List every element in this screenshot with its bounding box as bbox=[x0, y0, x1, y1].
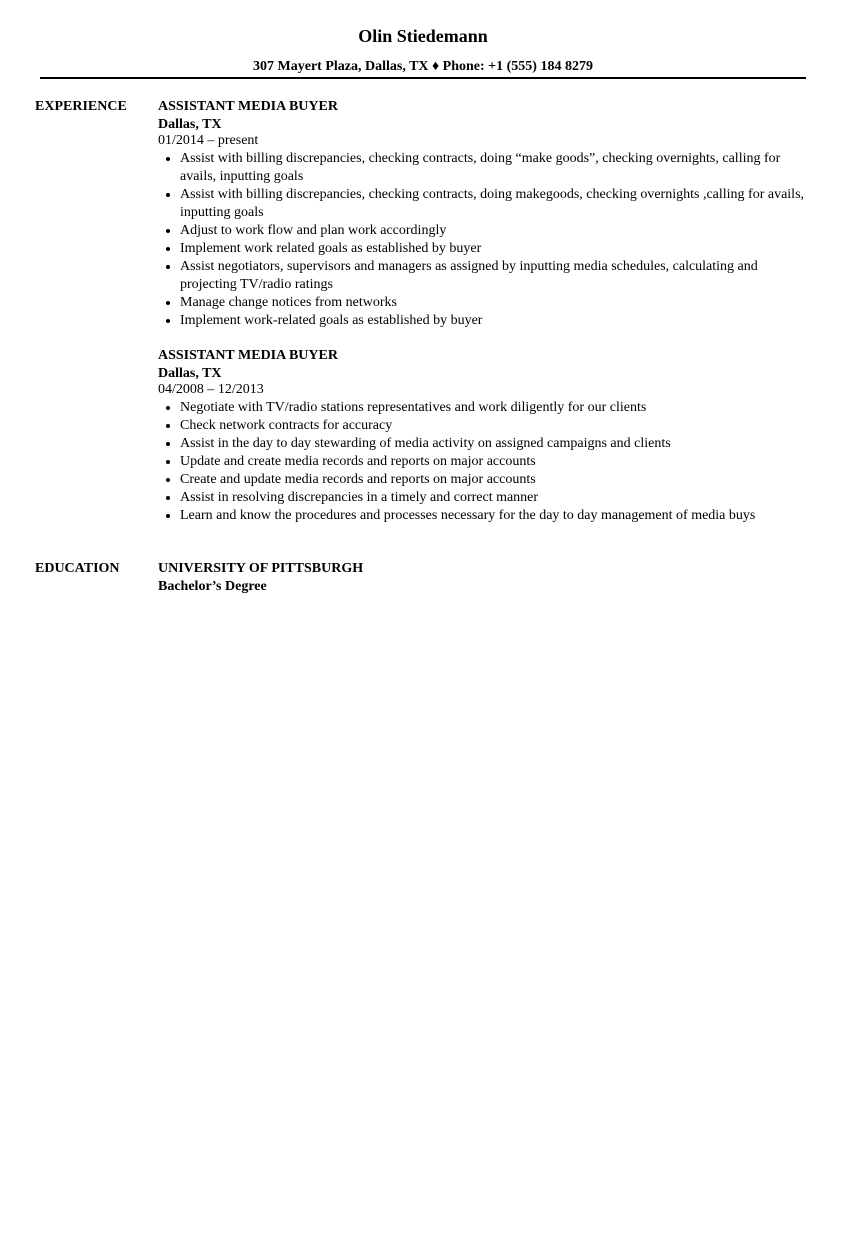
job-bullet: Assist with billing discrepancies, checking contracts, doing makegoods, checking overnights ,calling for avails, inputting goals bbox=[180, 186, 818, 222]
job-bullet: Negotiate with TV/radio stations representatives and work diligently for our clients bbox=[180, 399, 818, 417]
job-title: ASSISTANT MEDIA BUYER bbox=[158, 99, 338, 114]
job-bullet: Manage change notices from networks bbox=[180, 294, 818, 312]
job-bullet: Adjust to work flow and plan work accordingly bbox=[180, 222, 818, 240]
job-location: Dallas, TX bbox=[158, 366, 222, 381]
job-bullet: Check network contracts for accuracy bbox=[180, 417, 818, 435]
job-bullet-list bbox=[158, 150, 818, 330]
job-bullet: Learn and know the procedures and processes necessary for the day to day management of media buys bbox=[180, 507, 818, 525]
experience-entries bbox=[158, 98, 818, 525]
job-bullet: Update and create media records and reports on major accounts bbox=[180, 453, 818, 471]
job-dates: 04/2008 – 12/2013 bbox=[158, 382, 264, 397]
school-name: UNIVERSITY OF PITTSBURGH bbox=[158, 561, 364, 576]
job-bullet: Implement work related goals as established by buyer bbox=[180, 240, 818, 258]
job-bullet: Assist in resolving discrepancies in a timely and correct manner bbox=[180, 489, 818, 507]
job-bullet: Assist negotiators, supervisors and managers as assigned by inputting media schedules, calculating and projecting TV/radio ratings bbox=[180, 258, 818, 294]
job-bullet: Assist in the day to day stewarding of media activity on assigned campaigns and clients bbox=[180, 435, 818, 453]
job-title: ASSISTANT MEDIA BUYER bbox=[158, 348, 338, 363]
job-bullet-list bbox=[158, 399, 818, 525]
job-dates: 01/2014 – present bbox=[158, 133, 259, 148]
experience-entry bbox=[158, 98, 818, 330]
degree: Bachelor’s Degree bbox=[158, 579, 267, 594]
job-bullet: Implement work-related goals as established by buyer bbox=[180, 312, 818, 330]
experience-entry bbox=[158, 347, 818, 525]
header-divider bbox=[40, 77, 806, 79]
education-entries bbox=[158, 560, 818, 595]
experience-heading: EXPERIENCE bbox=[35, 99, 127, 114]
education-heading: EDUCATION bbox=[35, 561, 120, 576]
job-location: Dallas, TX bbox=[158, 117, 222, 132]
job-bullet: Assist with billing discrepancies, checking contracts, doing “make goods”, checking overnights, calling for avails, inputting goals bbox=[180, 150, 818, 186]
candidate-name: Olin Stiedemann bbox=[358, 26, 488, 46]
contact-line: 307 Mayert Plaza, Dallas, TX ♦ Phone: +1 (555) 184 8279 bbox=[253, 59, 593, 74]
job-bullet: Create and update media records and reports on major accounts bbox=[180, 471, 818, 489]
